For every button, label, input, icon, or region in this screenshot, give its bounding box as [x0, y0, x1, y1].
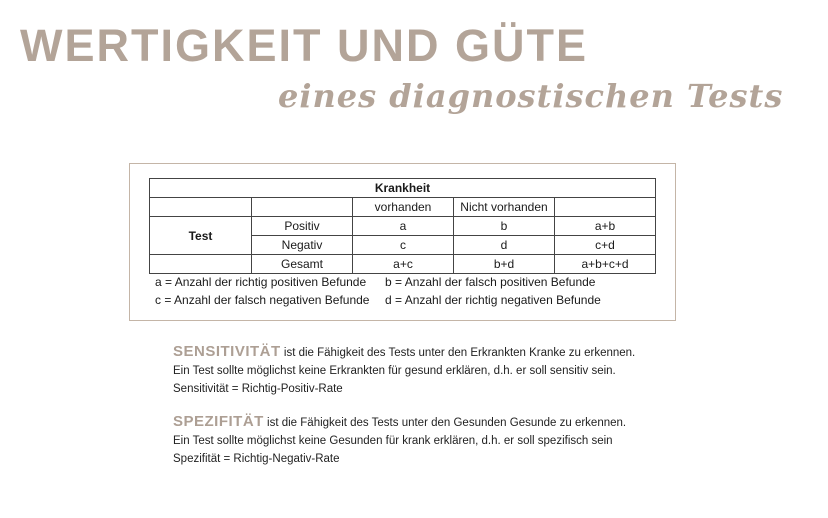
- table-cell: c+d: [555, 236, 656, 255]
- table-subheader-row: [150, 198, 656, 217]
- table-row: [150, 217, 656, 236]
- table-cell: a+b: [555, 217, 656, 236]
- table-cell-empty: [555, 198, 656, 217]
- specificity-definition: ist die Fähigkeit des Tests unter den Gesunden Gesunde zu erkennen.: [263, 417, 627, 429]
- specificity-line1: [173, 413, 626, 432]
- table-cell-empty: [150, 255, 252, 274]
- page-title: WERTIGKEIT UND GÜTE: [20, 20, 588, 71]
- contingency-table: [149, 178, 656, 274]
- legend-c: c = Anzahl der falsch negativen Befunde: [155, 293, 370, 307]
- legend-b: b = Anzahl der falsch positiven Befunde: [385, 275, 596, 289]
- table-cell: b: [454, 217, 555, 236]
- table-cell: c: [353, 236, 454, 255]
- specificity-line3: Spezifität = Richtig-Negativ-Rate: [173, 453, 340, 465]
- table-cell: b+d: [454, 255, 555, 274]
- row-label-negativ: Negativ: [252, 236, 353, 255]
- header-krankheit: Krankheit: [150, 179, 656, 198]
- table-cell: a: [353, 217, 454, 236]
- table-header-row: [150, 179, 656, 198]
- row-group-test: Test: [150, 217, 252, 255]
- table-cell-empty: [150, 198, 252, 217]
- table-cell: a+c: [353, 255, 454, 274]
- row-label-gesamt: Gesamt: [252, 255, 353, 274]
- specificity-term: SPEZIFITÄT: [173, 413, 264, 430]
- page-subtitle: eines diagnostischen Tests: [278, 77, 784, 115]
- table-cell: a+b+c+d: [555, 255, 656, 274]
- table-cell-empty: [252, 198, 353, 217]
- sensitivity-line1: [173, 343, 635, 362]
- sensitivity-line3: Sensitivität = Richtig-Positiv-Rate: [173, 383, 343, 395]
- col-header-nicht-vorhanden: Nicht vorhanden: [454, 198, 555, 217]
- sensitivity-block: [173, 343, 635, 398]
- sensitivity-definition: ist die Fähigkeit des Tests unter den Erkrankten Kranke zu erkennen.: [280, 347, 636, 359]
- legend-d: d = Anzahl der richtig negativen Befunde: [385, 293, 601, 307]
- table-cell: d: [454, 236, 555, 255]
- col-header-vorhanden: vorhanden: [353, 198, 454, 217]
- sensitivity-term: SENSITIVITÄT: [173, 343, 281, 360]
- specificity-block: [173, 413, 626, 468]
- specificity-line2: Ein Test sollte möglichst keine Gesunden für krank erklären, d.h. er soll spezifisch sein: [173, 435, 613, 447]
- contingency-table-box: [129, 163, 676, 321]
- row-label-positiv: Positiv: [252, 217, 353, 236]
- table-row: [150, 255, 656, 274]
- sensitivity-line2: Ein Test sollte möglichst keine Erkrankten für gesund erklären, d.h. er soll sensitiv sein.: [173, 365, 616, 377]
- legend-a: a = Anzahl der richtig positiven Befunde: [155, 275, 367, 289]
